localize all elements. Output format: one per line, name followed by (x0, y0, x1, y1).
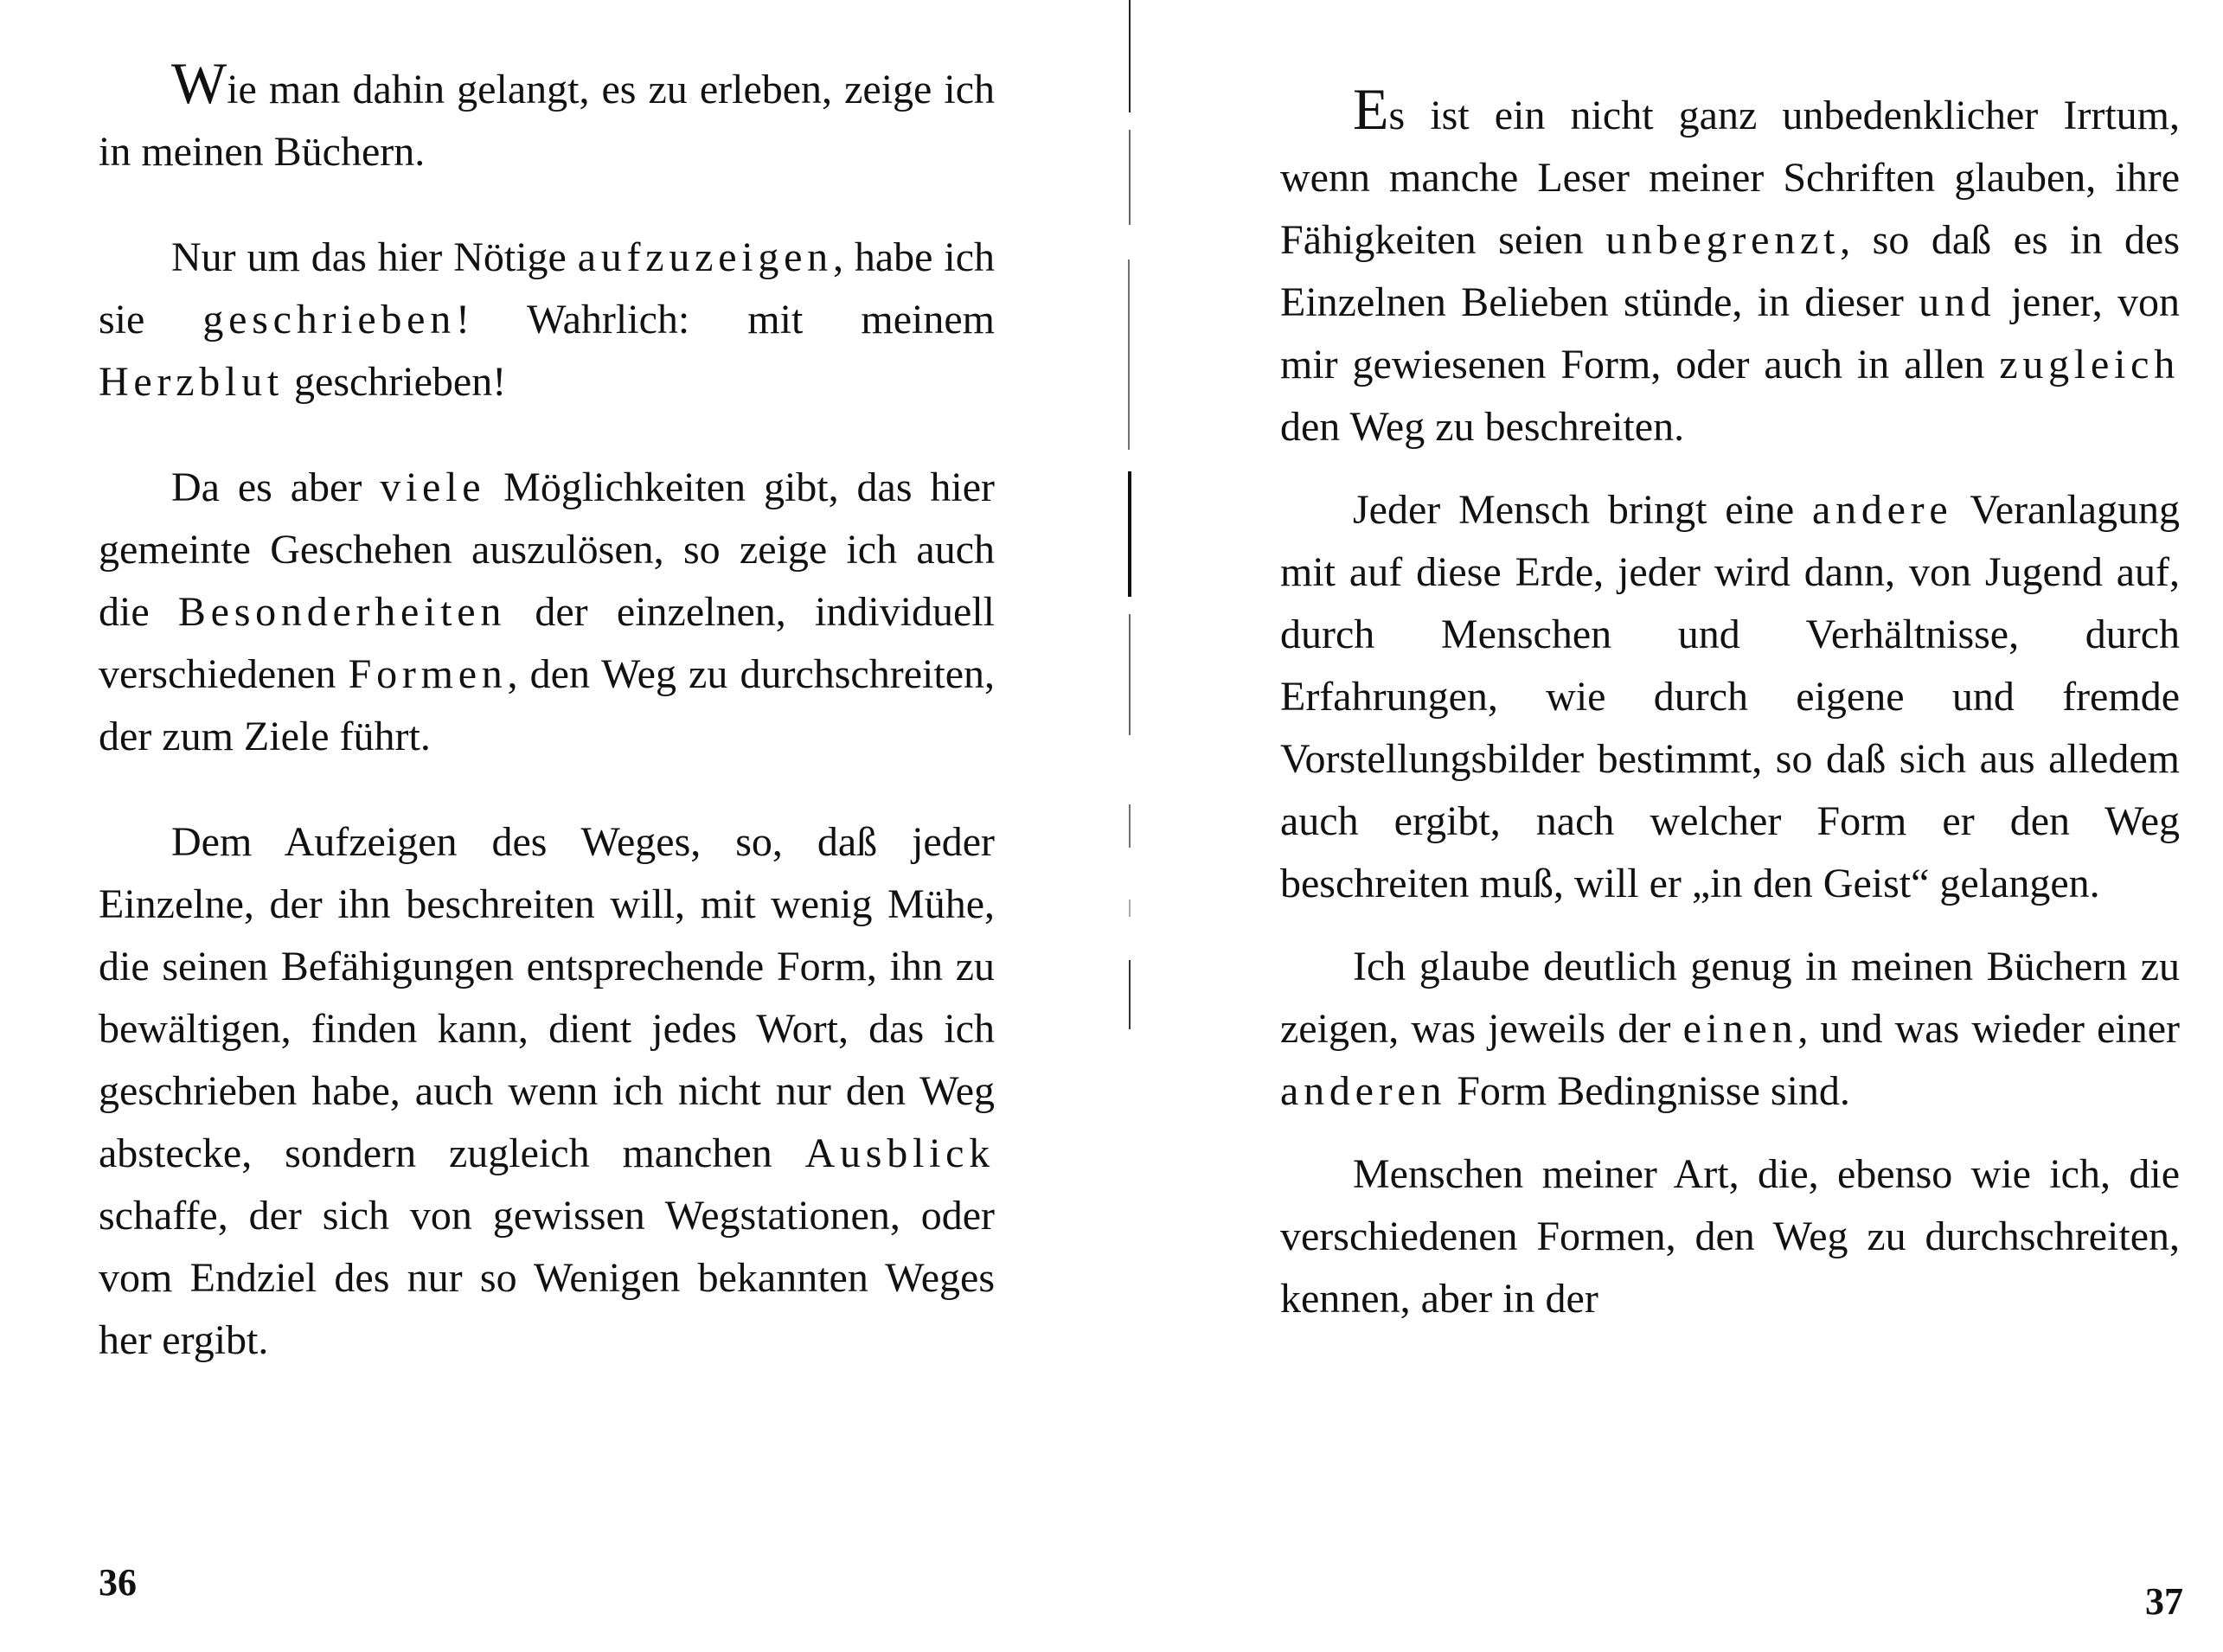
text-run: , den Weg zu durchschreiten, der zum Ziele führt. (99, 651, 996, 759)
text-run: schaffe, der sich von gewissen Wegstationen, oder vom Endziel des nur so Wenigen bekannten Weges her ergibt. (99, 1193, 995, 1363)
paragraph (99, 50, 995, 183)
drop-cap-letter: E (1353, 76, 1389, 142)
spaced-emphasis-text: und (1919, 279, 1996, 325)
spaced-emphasis-text: unbegrenzt (1605, 217, 1841, 263)
text-run: geschrieben! (284, 359, 507, 405)
text-run: Da es aber (171, 464, 381, 510)
spaced-emphasis-text: andere (1812, 487, 1953, 533)
text-run: ! Wahrlich: mit meinem (455, 297, 995, 343)
text-run: ie man dahin gelangt, es zu erleben, zeige ich in meinen Büchern. (99, 67, 995, 175)
right-page-number: 37 (2145, 1580, 2183, 1623)
text-run: Nur um das hier Nötige (171, 234, 578, 280)
spaced-emphasis-text: viele (380, 464, 486, 510)
paragraph (99, 457, 995, 768)
drop-cap-letter: W (171, 50, 227, 116)
paragraph (1280, 76, 2180, 458)
text-run: , und was wieder einer (1797, 1006, 2180, 1052)
text-run: Veranlagung mit auf diese Erde, jeder wird dann, von Jugend auf, durch Menschen und Verhältnisse, durch Erfahrungen, wie durch eigene und fremde Vorstellungsbilder bestimmt, so daß sich aus alledem auch ergibt, nach welcher Form er den Weg beschreiten muß, will er „in den Geist“ gelangen. (1280, 487, 2181, 906)
spaced-emphasis-text: aufzuzeigen (577, 234, 833, 280)
text-run: Möglichkeiten gibt, das hier gemeinte Geschehen auszulösen, so zeige ich auch die (99, 464, 996, 635)
text-run: Jeder Mensch bringt eine (1353, 487, 1813, 533)
text-run: jener, von mir gewiesenen Form, oder auch in allen (1280, 279, 2180, 387)
spaced-emphasis-text: geschrieben (202, 297, 456, 343)
left-page-text (99, 50, 996, 1372)
paragraph (1280, 1143, 2180, 1330)
spaced-emphasis-text: einen (1682, 1006, 1798, 1052)
text-run: den Weg zu beschreiten. (1280, 404, 1685, 450)
spaced-emphasis-text: Ausblick (804, 1130, 995, 1176)
spaced-emphasis-text: Herzblut (99, 359, 285, 405)
left-page-number: 36 (99, 1561, 137, 1604)
text-run: der einzelnen, individuell verschiedenen (99, 589, 995, 697)
paragraph (1280, 479, 2180, 915)
text-run: Dem Aufzeigen des Weges, so, daß jeder Einzelne, der ihn beschreiten will, mit wenig Mühe, die seinen Befähigungen entsprechende Form, ihn zu bewältigen, finden kann, dient jedes Wort, das ich geschrieben habe, auch wenn ich nicht nur den Weg abstecke, sondern zugleich manchen (99, 819, 995, 1176)
paragraph (99, 227, 995, 413)
text-run: Ich glaube deutlich genug in meinen Büchern zu zeigen, was jeweils der (1280, 944, 2180, 1052)
text-run: s ist ein nicht ganz unbedenklicher Irrtum, wenn manche Leser meiner Schriften glauben, ihre Fähigkeiten seien (1280, 93, 2180, 263)
spaced-emphasis-text: Formen (348, 651, 508, 697)
spaced-emphasis-text: zugleich (1999, 342, 2180, 387)
text-run: , habe ich sie (99, 234, 996, 343)
right-page (1112, 0, 2223, 1652)
text-run: Menschen meiner Art, die, ebenso wie ich, die verschiedenen Formen, den Weg zu durchschreiten, kennen, aber in der (1280, 1151, 2180, 1322)
spaced-emphasis-text: Besonderheiten (177, 589, 507, 635)
text-run: Form Bedingnisse sind. (1446, 1068, 1850, 1114)
spaced-emphasis-text: anderen (1280, 1068, 1447, 1114)
paragraph (99, 811, 995, 1372)
paragraph (1280, 936, 2180, 1123)
right-page-text (1280, 76, 2181, 1330)
text-run: , so daß es in des Einzelnen Belieben stünde, in dieser (1280, 217, 2180, 325)
